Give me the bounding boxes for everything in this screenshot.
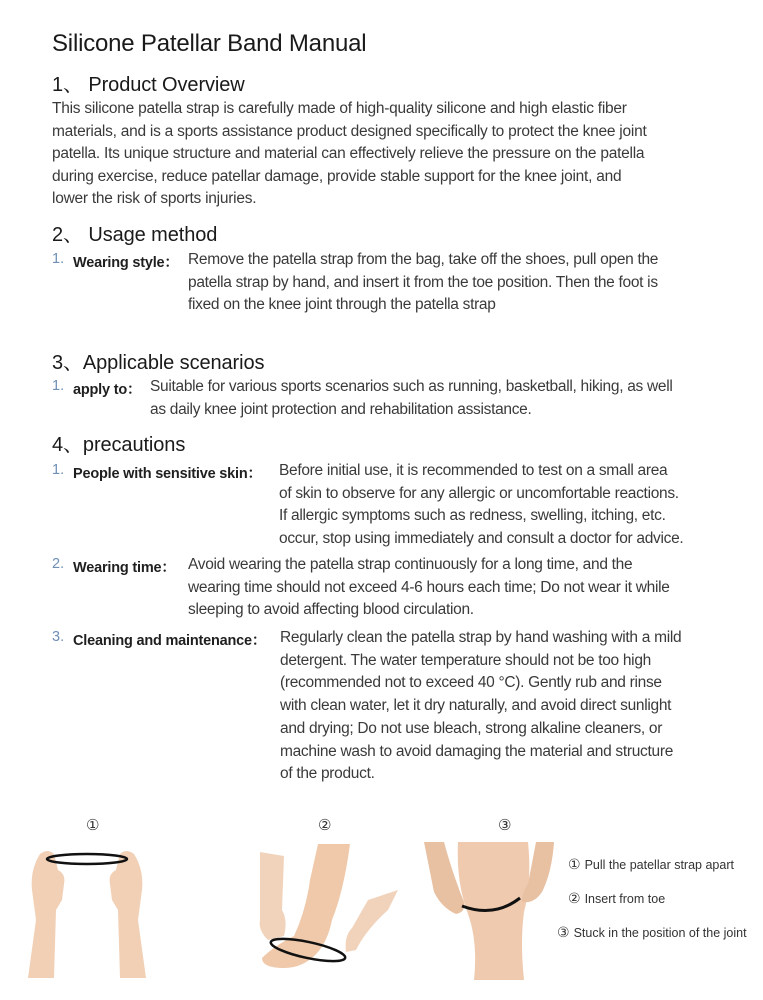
- paragraph-line: patella. Its unique structure and material can effectively relieve the pressure on the patella: [52, 145, 645, 162]
- paragraph-line: materials, and is a sports assistance product designed specifically to protect the knee joint: [52, 122, 647, 140]
- strap-band: [47, 854, 127, 864]
- document-title: Silicone Patellar Band Manual: [52, 30, 367, 57]
- legend-item-2: [568, 890, 665, 907]
- legend-marker: ②: [568, 890, 581, 906]
- description-line: Regularly clean the patella strap by hand washing with a mild: [280, 629, 682, 646]
- description-line: Suitable for various sports scenarios such as running, basketball, hiking, as well: [150, 378, 673, 395]
- item-label-wearing-time: Wearing time：: [73, 560, 176, 576]
- illustration-pull-strap-apart: [22, 840, 152, 980]
- description-line: (recommended not to exceed 40 °C). Gently rub and rinse: [280, 674, 662, 692]
- description-line: If allergic symptoms such as redness, swelling, itching, etc.: [279, 507, 666, 525]
- list-number: 1.: [52, 251, 65, 267]
- item-description-wearing-time: [188, 554, 670, 622]
- legend-marker: ③: [557, 924, 570, 940]
- list-number: 1.: [52, 462, 65, 478]
- item-label-cleaning: Cleaning and maintenance：: [73, 633, 267, 649]
- description-line: Before initial use, it is recommended to test on a small area: [279, 462, 668, 479]
- product-overview-paragraph: [52, 98, 742, 211]
- legend-item-1: [568, 856, 734, 873]
- item-label-wearing-style: Wearing style：: [73, 255, 179, 271]
- step-marker-2: ②: [318, 817, 332, 834]
- section-heading-usage-method: 2、 Usage method: [52, 224, 218, 246]
- section-heading-precautions: 4、precautions: [52, 434, 186, 456]
- list-number: 2.: [52, 556, 65, 572]
- description-line: and drying; Do not use bleach, strong alkaline cleaners, or: [280, 719, 663, 737]
- item-label-apply-to: apply to：: [73, 382, 142, 398]
- item-description-wearing-style: [188, 249, 658, 317]
- step-marker-3: ③: [498, 817, 512, 834]
- description-line: detergent. The water temperature should not be too high: [280, 651, 651, 669]
- paragraph-line: This silicone patella strap is carefully made of high-quality silicone and high elastic fiber: [52, 100, 627, 117]
- left-hand-arm: [28, 851, 64, 978]
- legend-text: Pull the patellar strap apart: [584, 858, 734, 872]
- description-line: machine wash to avoid damaging the material and structure: [280, 742, 674, 760]
- description-line: wearing time should not exceed 4-6 hours each time; Do not wear it while: [188, 578, 670, 596]
- description-line: of skin to observe for any allergic or uncomfortable reactions.: [279, 484, 679, 502]
- description-line: fixed on the knee joint through the patella strap: [188, 296, 496, 314]
- right-hand: [346, 890, 398, 952]
- item-description-cleaning: [280, 627, 681, 786]
- description-line: occur, stop using immediately and consult a doctor for advice.: [279, 530, 684, 548]
- description-line: sleeping to avoid affecting blood circulation.: [188, 601, 474, 619]
- illustration-insert-from-toe: [248, 840, 398, 975]
- paragraph-line: lower the risk of sports injuries.: [52, 190, 257, 207]
- legend-marker: ①: [568, 856, 581, 872]
- item-label-sensitive-skin: People with sensitive skin：: [73, 466, 262, 482]
- description-line: patella strap by hand, and insert it from the toe position. Then the foot is: [188, 273, 658, 291]
- section-heading-product-overview: 1、 Product Overview: [52, 74, 245, 96]
- legend-text: Insert from toe: [584, 892, 666, 906]
- item-description-apply-to: [150, 376, 673, 421]
- description-line: Avoid wearing the patella strap continuously for a long time, and the: [188, 556, 633, 573]
- list-number: 1.: [52, 378, 65, 394]
- paragraph-line: during exercise, reduce patellar damage, provide stable support for the knee joint, and: [52, 167, 622, 185]
- list-number: 3.: [52, 629, 65, 645]
- legend-text: Stuck in the position of the joint: [573, 926, 747, 940]
- description-line: with clean water, let it dry naturally, and avoid direct sunlight: [280, 697, 672, 715]
- right-hand-arm: [110, 851, 146, 978]
- description-line: of the product.: [280, 765, 375, 783]
- step-marker-1: ①: [86, 817, 100, 834]
- illustration-stuck-at-joint: [424, 842, 559, 982]
- item-description-sensitive-skin: [279, 460, 683, 551]
- left-hand: [260, 852, 286, 940]
- legend-item-3: [557, 924, 747, 941]
- description-line: as daily knee joint protection and rehabilitation assistance.: [150, 400, 532, 418]
- description-line: Remove the patella strap from the bag, take off the shoes, pull open the: [188, 251, 659, 268]
- section-heading-applicable-scenarios: 3、Applicable scenarios: [52, 352, 265, 374]
